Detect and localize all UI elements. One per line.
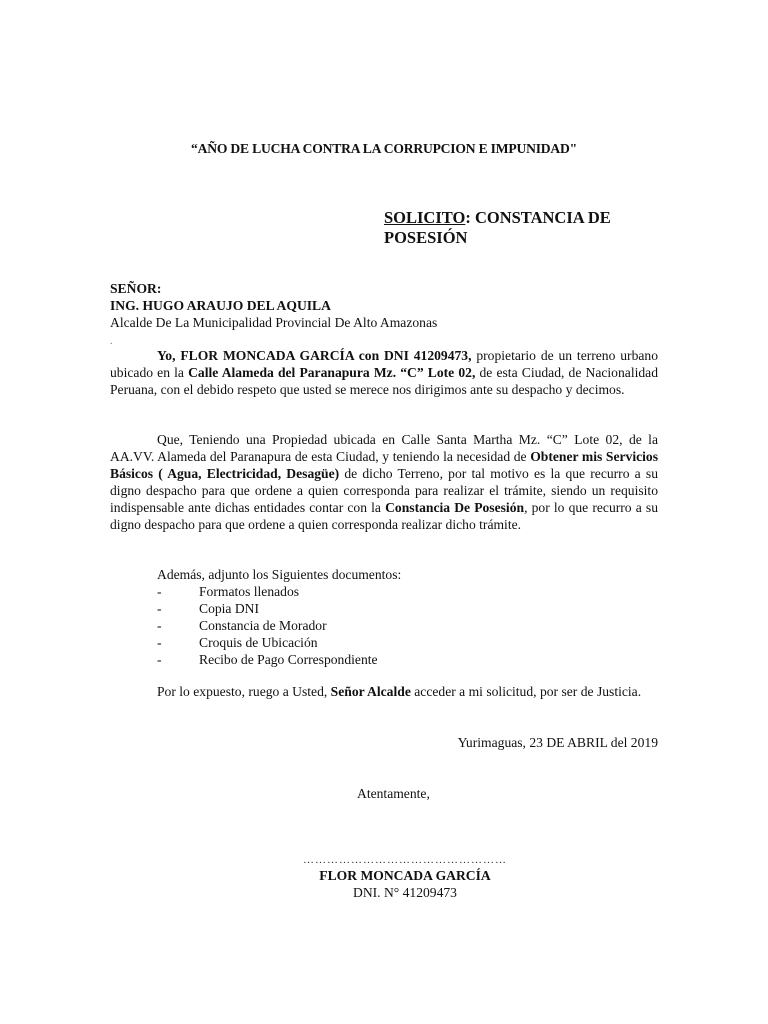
closing-text-a: Por lo expuesto, ruego a Usted, [157,684,331,699]
subject-text: CONSTANCIA DE POSESIÓN [384,208,611,247]
addressee-position: Alcalde De La Municipalidad Provincial De Alto Amazonas [110,315,438,330]
addressee-name: ING. HUGO ARAUJO DEL AQUILA [110,298,331,313]
request-text-a: Que, Teniendo una Propiedad ubicada en Calle Santa Martha Mz. “C” Lote 02, de la AA.VV. Alameda del Paranapura de esta Ciudad, y teniendo la necesidad de [110,432,658,464]
subject-colon: : [465,208,471,227]
stray-dot: . [110,336,113,347]
place-date: Yurimaguas, 23 DE ABRIL del 2019 [457,735,658,750]
list-item: - Formatos llenados [157,584,300,599]
signer-dni: DNI. N° 41209473 [353,885,457,900]
list-item: - Constancia de Morador [157,618,327,633]
signer-name: FLOR MONCADA GARCÍA [319,868,491,883]
attachments-intro: Además, adjunto los Siguientes documentos: [157,567,402,582]
paragraph-request [110,431,658,533]
request-text-b: de dicho Terreno, por tal motivo es la que recurro a su digno despacho para que ordene a quien corresponda para realizar el trámite, siendo un requisito indispensable ante dichas entidades contar con la [110,466,658,515]
request-bold-b: Constancia De Posesión [385,500,525,515]
signature-line: …………………………………………… [303,854,507,866]
paragraph-closing [110,683,658,700]
year-motto: “AÑO DE LUCHA CONTRA LA CORRUPCION E IMPUNIDAD" [191,141,577,156]
closing-text-b: acceder a mi solicitud, por ser de Justicia. [410,684,642,699]
intro-address: Calle Alameda del Paranapura Mz. “C” Lote 02, [188,365,476,380]
paragraph-intro [110,347,658,398]
salutation: SEÑOR: [110,281,162,296]
attachments-list [157,583,557,668]
closing-salutation: Atentamente, [357,786,430,801]
intro-bold: Yo, FLOR MONCADA GARCÍA con DNI 41209473, [157,348,472,363]
subject-label: SOLICITO [384,208,466,227]
intro-text-b: de esta Ciudad, de Nacionalidad Peruana, con el debido respeto que usted se merece nos dirigimos ante su despacho y decimos. [110,365,658,397]
subject-heading [384,208,664,248]
list-item: - Copia DNI [157,601,260,616]
list-item: - Croquis de Ubicación [157,635,318,650]
request-text-c: , por lo que recurro a su digno despacho para que ordene a quien corresponda realizar dicho trámite. [110,500,659,532]
request-bold-a: Obtener mis Servicios Básicos ( Agua, Electricidad, Desagüe) [110,449,658,481]
addressee-block [110,280,670,331]
attachments-block [157,566,557,668]
intro-text-a: propietario de un terreno urbano ubicado en la [110,348,658,380]
closing-bold: Señor Alcalde [330,684,411,699]
list-item: - Recibo de Pago Correspondiente [157,652,378,667]
